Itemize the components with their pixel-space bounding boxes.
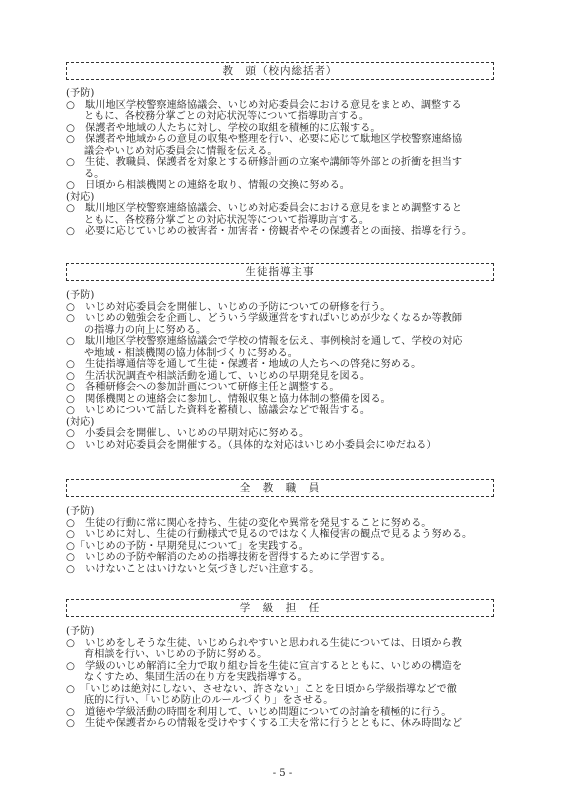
list-item: ○ いけないことはいけないと気づきしだい注意する。: [66, 563, 320, 575]
list-item: ○ 駄川地区学校警察連絡協議会、いじめ対応委員会における意見をまとめ調整すると: [66, 203, 463, 214]
section-body-kyoto: [66, 88, 506, 238]
list-item: ○ 小委員会を開催し、いじめの早期対応に努める。: [66, 428, 310, 439]
section-body-zen-kyoshokuin: [66, 506, 506, 575]
list-item: ○ 「いじめは絶対にしない、させない、許さない」ことを日頃から学級指導などで徹: [66, 683, 457, 695]
list-item: ○ 保護者や地域の人たちに対し、学校の取組を積極的に広報する。: [66, 122, 381, 134]
section-body-seito-shido: [66, 290, 506, 451]
section-body-gakkyu-tannin: [66, 626, 506, 730]
list-item: ○ いじめをしそうな生徒、いじめられやすいと思われる生徒については、日頃から教: [66, 637, 462, 649]
section-heading-seito-shido: [66, 263, 494, 281]
list-item: ○ 生徒、教職員、保護者を対象とする研修計画の立案や講師等外部との折衝を担当す: [66, 157, 463, 168]
list-item: の指導力の向上に努める。: [84, 324, 207, 336]
list-item: ともに、各校務分掌ごとの対応状況等について指導助言する。: [84, 111, 370, 122]
subsection-label: (予防): [66, 88, 95, 99]
list-item: ○ 駄川地区学校警察連絡協議会で学校の情報を伝え、事例検討を通して、学校の対応: [66, 336, 463, 347]
list-item: 議会やいじめ対応委員会に情報を伝える。: [84, 145, 278, 157]
subsection-label: (予防): [66, 290, 95, 301]
page-number: - 5 -: [272, 768, 293, 779]
list-item: ○ いじめに対し、生徒の行動様式で見るのではなく人権侵害の観点で見るよう努める。: [66, 529, 473, 540]
list-item: ○ 保護者や地域からの意見の収集や整理を行い、必要に応じて駄地区学校警察連絡協: [66, 134, 463, 145]
section-heading-text: 全 教 職 員: [239, 482, 321, 494]
list-item: ともに、各校務分掌ごとの対応状況等について指導助言する。: [84, 214, 370, 226]
list-item: ○ いじめ対応委員会を開催し、いじめの予防についての研修を行う。: [66, 301, 391, 313]
list-item: ○ 日頃から相談機関との連絡を取り、情報の交換に努める。: [66, 180, 350, 191]
list-item: ○「いじめの予防・早期発見について」を実践する。: [66, 540, 309, 552]
subsection-label: (予防): [66, 506, 95, 517]
section-heading-text: 教 頭（校内総括者）: [222, 65, 338, 77]
subsection-label: (予防): [66, 626, 95, 637]
list-item: ○ いじめの予防や解消のための指導技術を習得するために学習する。: [66, 552, 391, 563]
list-item: ○ 生活状況調査や相談活動を通して、いじめの早期発見を図る。: [66, 370, 371, 382]
list-item: なくすため、集団生活の在り方を実践指導する。: [84, 672, 308, 683]
section-heading-zen-kyoshokuin: [66, 479, 494, 497]
list-item: ○ いじめの勉強会を企画し、どういう学級運営をすればいじめが少なくなるか等教師: [66, 313, 463, 324]
list-item: ○ 各種研修会への参加計画について研修主任と調整する。: [66, 382, 340, 393]
section-heading-text: 生徒指導主事: [245, 266, 315, 278]
list-item: ○ 必要に応じていじめの被害者・加害者・傍観者やその保護者との面接、指導を行う。: [66, 226, 473, 237]
subsection-label: (対応): [66, 191, 95, 203]
section-heading-text: 学 級 担 任: [239, 602, 321, 614]
list-item: 底的に行い、「いじめ防止のルールづくり」をさせる。: [84, 695, 334, 706]
list-item: ○ 生徒の行動に常に関心を持ち、生徒の変化や異常を発見することに努める。: [66, 517, 432, 529]
section-heading-gakkyu-tannin: [66, 599, 494, 617]
subsection-label: (対応): [66, 416, 95, 428]
section-heading-kyoto: [66, 62, 494, 80]
list-item: ○ いじめ対応委員会を開催する。（具体的な対応はいじめ小委員会にゆだねる）: [66, 439, 437, 451]
list-item: ○ 駄川地区学校警察連絡協議会、いじめ対応委員会における意見をまとめ、調整する: [66, 99, 462, 111]
list-item: ○ 生徒や保護者からの情報を受けやすくする工夫を常に行うとともに、休み時間など: [66, 718, 463, 729]
list-item: ○ いじめについて話した資料を蓄積し、協議会などで報告する。: [66, 405, 371, 416]
list-item: 育相談を行い、いじめの予防に努める。: [84, 649, 268, 660]
list-item: ○ 道徳や学級活動の時間を利用して、いじめ問題についての討論を積極的に行う。: [66, 706, 452, 718]
list-item: ○ 学級のいじめ解消に全力で取り組む旨を生徒に宣言するとともに、いじめの構造を: [66, 660, 463, 672]
list-item: ○ 関係機関との連絡会に参加し、情報収集と協力体制の整備を図る。: [66, 393, 391, 405]
list-item: る。: [84, 168, 105, 180]
list-item: や地域・相談機関の協力体制づくりに努める。: [84, 347, 298, 359]
list-item: ○ 生徒指導通信等を通して生徒・保護者・地域の人たちへの啓発に努める。: [66, 359, 422, 370]
